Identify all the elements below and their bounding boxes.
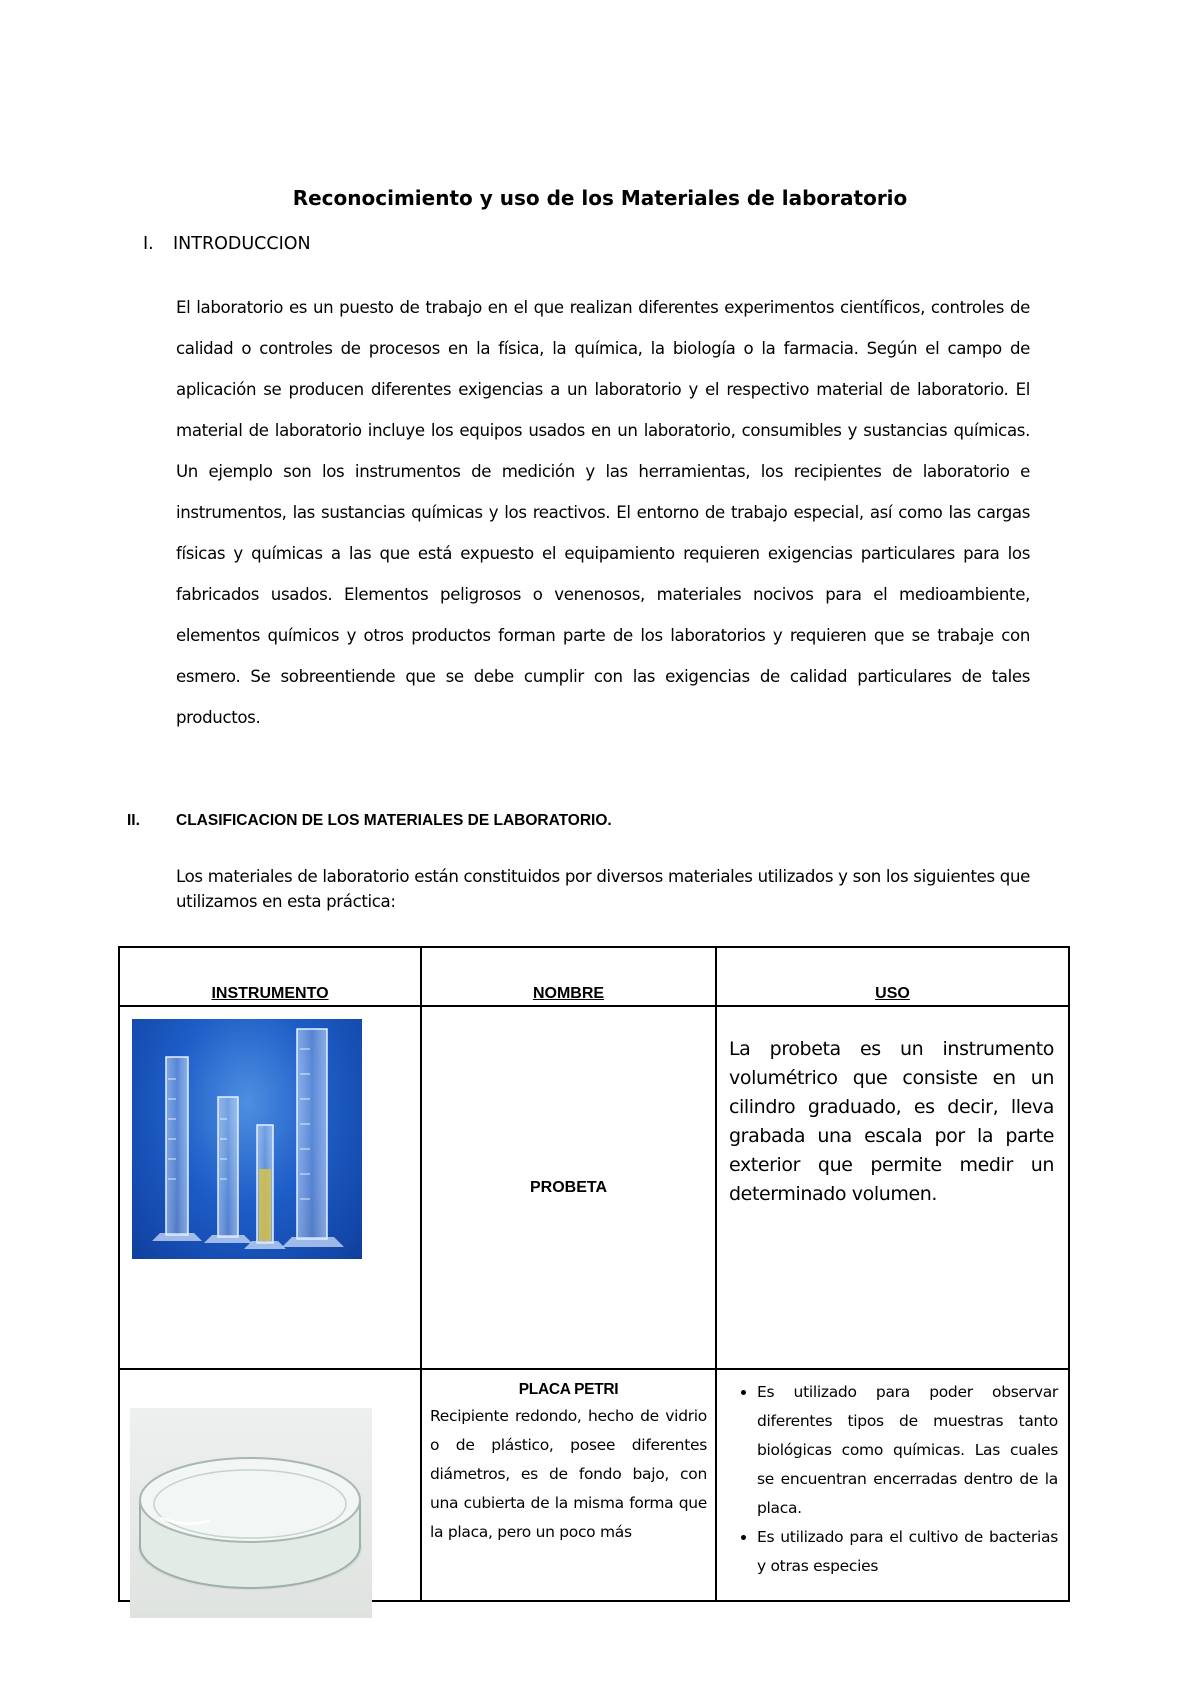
page-title: Reconocimiento y uso de los Materiales de laboratorio <box>292 186 908 211</box>
materials-table <box>118 946 1070 1602</box>
table-row <box>119 1006 1069 1369</box>
section-heading-clasificacion <box>127 810 612 832</box>
section-number: II. <box>127 812 140 829</box>
intro-paragraph: El laboratorio es un puesto de trabajo en el que realizan diferentes experimentos científicos, controles de calidad o controles de procesos en la física, la química, la biología o la farmacia. Según el campo de aplicación se producen diferentes exigencias a un laboratorio y el respectivo material de laboratorio. El material de laboratorio incluye los equipos usados en un laboratorio, consumibles y sustancias químicas. Un ejemplo son los instrumentos de medición y las herramientas, los recipientes de laboratorio e instrumentos, las sustancias químicas y los reactivos. El entorno de trabajo especial, así como las cargas físicas y químicas a las que está expuesto el equipamiento requieren exigencias particulares para los fabricados usados. Elementos peligrosos o venenosos, materiales nocivos para el medioambiente, elementos químicos y otros productos forman parte de los laboratorios y requieren que se trabaje con esmero. Se sobreentiende que se debe cumplir con las exigencias de calidad particulares de tales productos. <box>176 298 1030 727</box>
petri-dish-photo-icon <box>130 1408 372 1618</box>
table-row <box>119 1369 1069 1601</box>
use-cell <box>716 1369 1069 1601</box>
name-description: Recipiente redondo, hecho de vidrio o de plástico, posee diferentes diámetros, es de fondo bajo, con una cubierta de la misma forma que la placa, pero un poco más <box>430 1407 707 1541</box>
header-uso: USO <box>716 947 1069 1006</box>
header-nombre: NOMBRE <box>421 947 716 1006</box>
header-instrumento: INSTRUMENTO <box>119 947 421 1006</box>
use-cell: La probeta es un instrumento volumétrico que consiste en un cilindro graduado, es decir, lleva grabada una escala por la parte exterior que permite medir un determinado volumen. <box>716 1006 1069 1369</box>
name-title: PLACA PETRI <box>518 1381 619 1398</box>
section-heading-text: INTRODUCCION <box>173 234 311 254</box>
list-item: • Es utilizado para el cultivo de bacterias y otras especies <box>757 1523 1058 1581</box>
table-header-row <box>119 947 1069 1006</box>
classification-paragraph: Los materiales de laboratorio están constituidos por diversos materiales utilizados y son los siguientes que utilizamos en esta práctica: <box>176 867 1030 911</box>
section-number: I. <box>143 234 154 254</box>
name-cell <box>421 1369 716 1601</box>
section-heading-text: CLASIFICACION DE LOS MATERIALES DE LABORATORIO. <box>176 812 612 829</box>
instrument-cell <box>119 1006 421 1369</box>
section-heading-introduccion <box>143 232 311 256</box>
graduated-cylinders-photo-icon <box>132 1019 362 1259</box>
list-item: • Es utilizado para poder observar diferentes tipos de muestras tanto biológicas como químicas. Las cuales se encuentran encerradas dentro de la placa. <box>757 1378 1058 1523</box>
name-cell: PROBETA <box>421 1006 716 1369</box>
use-list <box>717 1370 1068 1581</box>
instrument-cell <box>119 1369 421 1601</box>
